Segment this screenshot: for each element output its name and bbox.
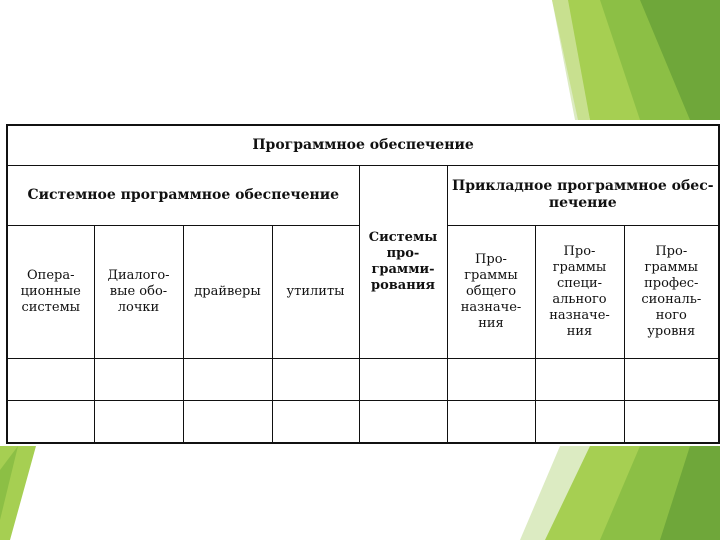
table-title: Программное обеспечение: [7, 125, 719, 165]
professional-programs-cell: Про- граммы профес- сиональ- ного уровня: [624, 226, 719, 359]
empty-cell: [272, 358, 359, 400]
operating-systems-cell: Опера- ционные системы: [7, 226, 94, 359]
table-row: [7, 401, 719, 443]
drivers-cell: драйверы: [183, 226, 272, 359]
shells-cell: Диалого- вые обо- лочки: [94, 226, 183, 359]
empty-cell: [535, 358, 624, 400]
empty-cell: [447, 401, 535, 443]
empty-cell: [359, 401, 447, 443]
special-purpose-programs-cell: Про- граммы специ- ального назначе- ния: [535, 226, 624, 359]
programming-systems-cell: Системы про- грамми- рования: [359, 165, 447, 358]
empty-cell: [183, 358, 272, 400]
empty-cell: [7, 401, 94, 443]
empty-cell: [535, 401, 624, 443]
empty-cell: [183, 401, 272, 443]
applied-software-header: Прикладное программное обес- печение: [447, 165, 719, 225]
general-purpose-programs-cell: Про- граммы общего назначе- ния: [447, 226, 535, 359]
empty-cell: [624, 401, 719, 443]
empty-cell: [94, 401, 183, 443]
empty-cell: [359, 358, 447, 400]
software-classification-table: [6, 124, 718, 444]
empty-cell: [272, 401, 359, 443]
empty-cell: [94, 358, 183, 400]
system-software-header: Системное программное обеспечение: [7, 165, 359, 225]
utilities-cell: утилиты: [272, 226, 359, 359]
empty-cell: [447, 358, 535, 400]
empty-cell: [7, 358, 94, 400]
empty-cell: [624, 358, 719, 400]
table-row: [7, 358, 719, 400]
